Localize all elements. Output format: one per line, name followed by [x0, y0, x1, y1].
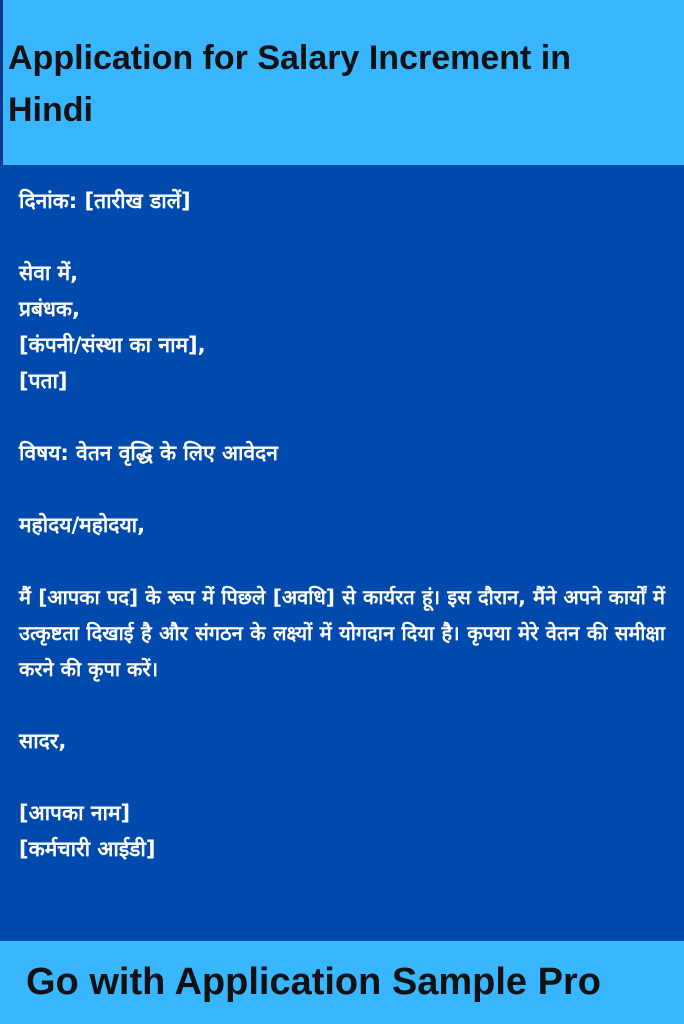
recipient-line: [पता] [19, 369, 68, 393]
page-header [0, 0, 684, 165]
letter-closing: सादर, [19, 729, 67, 753]
recipient-line: [कंपनी/संस्था का नाम], [19, 333, 206, 357]
footer-cta-text: Go with Application Sample Pro [26, 961, 601, 1003]
letter-salutation: महोदय/महोदया, [19, 513, 146, 537]
signature-line: [कर्मचारी आईडी] [19, 837, 156, 861]
recipient-line: सेवा में, [19, 261, 79, 285]
spacer [19, 687, 665, 723]
letter-date: दिनांक: [तारीख डालें] [19, 189, 191, 213]
letter-panel [0, 165, 684, 941]
spacer [19, 399, 665, 435]
page-title: Application for Salary Increment in Hindi [8, 39, 572, 129]
spacer [19, 543, 665, 579]
letter-body: मैं [आपका पद] के रूप में पिछले [अवधि] से कार्यरत हूं। इस दौरान, मैंने अपने कार्यों में उत्कृष्टता दिखाई है और संगठन के लक्ष्यों में योगदान दिया है। कृपया मेरे वेतन की समीक्षा करने की कृपा करें। [19, 585, 665, 681]
recipient-line: प्रबंधक, [19, 297, 80, 321]
letter-subject: विषय: वेतन वृद्धि के लिए आवेदन [19, 441, 278, 465]
spacer [19, 471, 665, 507]
spacer [19, 759, 665, 795]
signature-line: [आपका नाम] [19, 801, 131, 825]
spacer [19, 219, 665, 255]
footer-banner [0, 941, 684, 1024]
